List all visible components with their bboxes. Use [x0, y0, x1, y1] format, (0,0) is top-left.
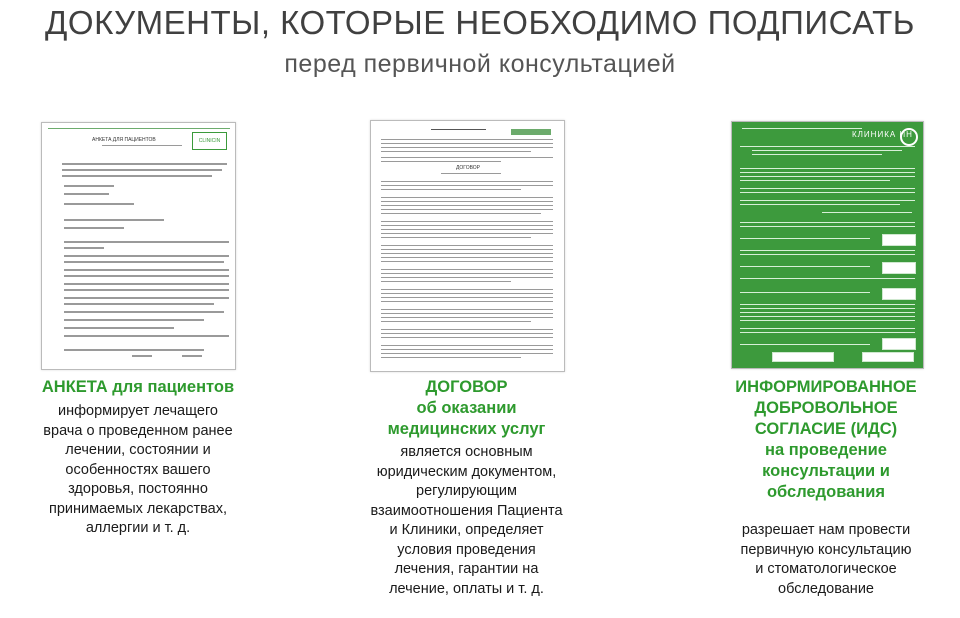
- clinic-logo-icon: [900, 128, 918, 146]
- document-description-questionnaire: [20, 402, 256, 539]
- description-line: здоровья, постоянно: [68, 481, 208, 497]
- description-line: особенностях вашего: [65, 461, 211, 478]
- document-heading-questionnaire: АНКЕТА для пациентов: [41, 378, 235, 396]
- description-line: условия проведения: [397, 541, 536, 558]
- description-line: лечения, гарантии на: [394, 561, 539, 577]
- thumbnail-title: АНКЕТА ДЛЯ ПАЦИЕНТОВ: [92, 137, 156, 143]
- document-description-consent: [700, 521, 952, 599]
- description-line: принимаемых лекарствах,: [49, 500, 227, 517]
- description-line: и стоматологическое: [755, 561, 897, 577]
- document-thumbnail-consent[interactable]: [731, 121, 924, 369]
- heading-line: ИНФОРМИРОВАННОЕ: [735, 378, 917, 396]
- page-subtitle: перед первичной консультацией: [284, 50, 676, 78]
- heading-line: об оказании: [416, 399, 517, 417]
- description-line: аллергии и т. д.: [85, 520, 191, 536]
- description-line: врача о проведенном ранее: [43, 422, 233, 439]
- document-description-contract: [340, 443, 593, 599]
- description-line: первичную консультацию: [740, 541, 912, 558]
- page-title: ДОКУМЕНТЫ, КОТОРЫЕ НЕОБХОДИМО ПОДПИСАТЬ: [45, 4, 915, 41]
- document-heading-contract: [340, 377, 593, 440]
- description-line: лечение, оплаты и т. д.: [389, 580, 544, 597]
- description-line: информирует лечащего: [57, 403, 218, 419]
- description-line: и Клиники, определяет: [389, 522, 544, 538]
- description-line: регулирующим: [416, 483, 517, 499]
- heading-line: ДОГОВОР: [425, 378, 508, 396]
- description-line: разрешает нам провести: [741, 522, 911, 538]
- document-thumbnail-questionnaire[interactable]: [41, 122, 236, 370]
- heading-line: медицинских услуг: [387, 420, 546, 438]
- description-line: юридическим документом,: [376, 463, 557, 480]
- document-heading-consent: [700, 377, 952, 503]
- description-line: обследование: [778, 580, 874, 597]
- description-line: взаимоотношения Пациента: [370, 502, 563, 519]
- description-line: является основным: [400, 444, 533, 460]
- thumbnail-logo-text: CLINICIN: [198, 138, 221, 144]
- document-thumbnail-contract[interactable]: [370, 120, 565, 372]
- thumbnail-logo-text: КЛИНИКА ИН: [852, 130, 913, 139]
- clinic-logo-icon: [192, 132, 227, 150]
- description-line: лечении, состоянии и: [65, 442, 211, 458]
- heading-line: обследования: [766, 483, 886, 501]
- heading-line: СОГЛАСИЕ (ИДС): [754, 420, 898, 438]
- thumbnail-title: ДОГОВОР: [456, 165, 480, 171]
- heading-line: на проведение: [765, 441, 887, 459]
- heading-line: ДОБРОВОЛЬНОЕ: [754, 399, 898, 417]
- heading-line: консультации и: [762, 462, 890, 480]
